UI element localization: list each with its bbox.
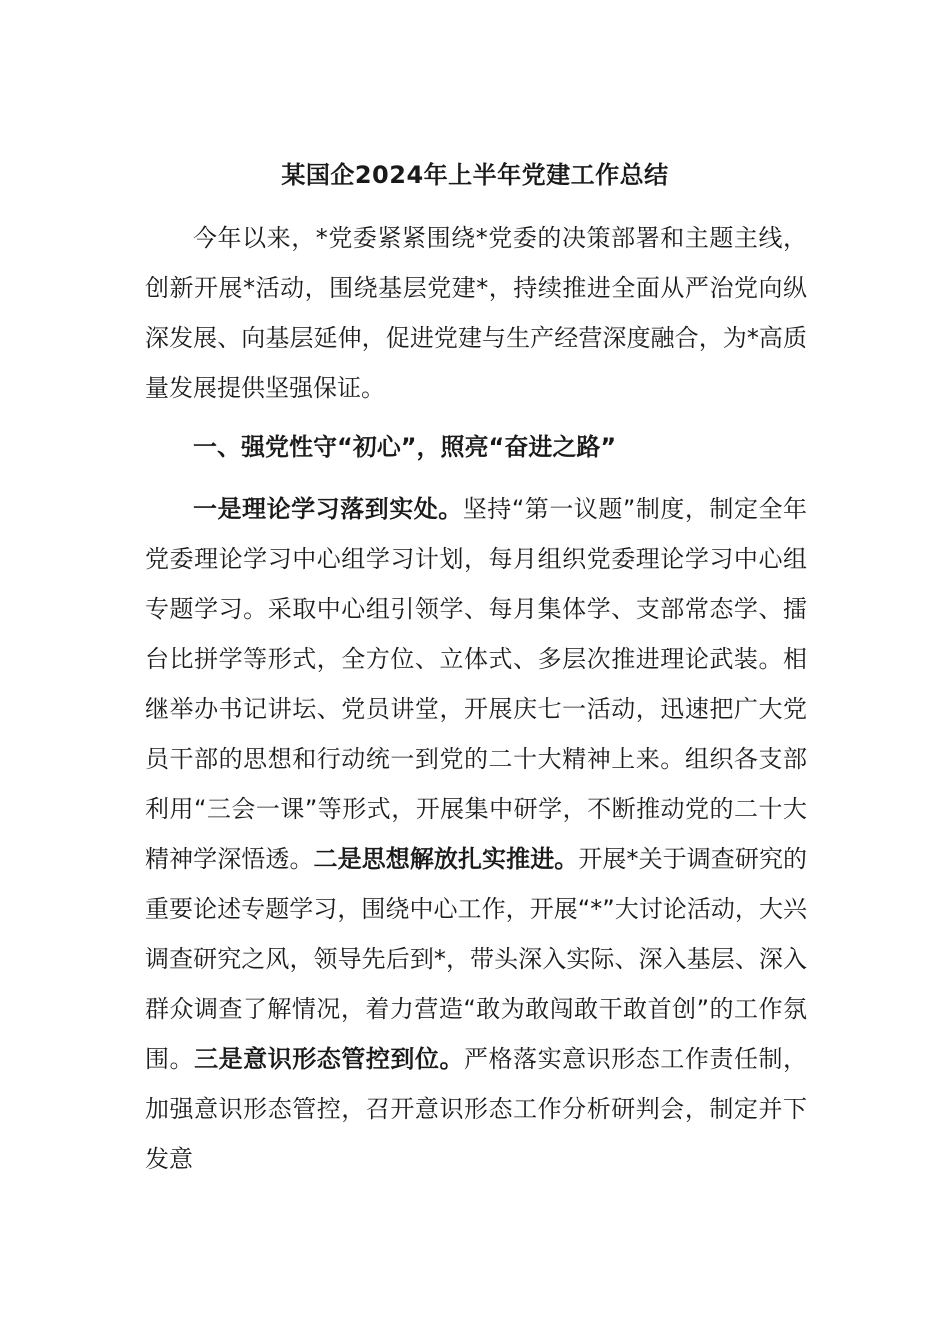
intro-paragraph: 今年以来，*党委紧紧围绕*党委的决策部署和主题主线，创新开展*活动，围绕基层党建*，持续推进全面从严治党向纵深发展、向基层延伸，促进党建与生产经营深度融合，为*高质量发展提供坚强保证。 xyxy=(145,224,807,402)
point-3-text: 严格落实意识形态工作责任制，加强意识形态管控，召开意识形态工作分析研判会，制定并下发意 xyxy=(145,1045,808,1173)
section-heading-1: 一、强党性守“初心”，照亮“奋进之路” xyxy=(193,433,617,461)
point-1-heading: 一是理论学习落到实处。 xyxy=(193,495,463,523)
document-title: 某国企2024年上半年党建工作总结 xyxy=(281,161,669,189)
point-1-text: 坚持“第一议题”制度，制定全年党委理论学习中心组学习计划，每月组织党委理论学习中心组专题学习。采取中心组引领学、每月集体学、支部常态学、擂台比拼学等形式，全方位、立体式、多层次推进理论武装。相继举办书记讲坛、党员讲堂，开展庆七一活动，迅速把广大党员干部的思想和行动统一到党的二十大精神上来。组织各支部利用“三会一课”等形式，开展集中研学，不断推动党的二十大精神学深悟透。 xyxy=(145,495,807,873)
section-1-paragraph xyxy=(145,484,807,1184)
point-2-heading: 二是思想解放扎实推进。 xyxy=(313,845,579,873)
point-3-heading: 三是意识形态管控到位。 xyxy=(194,1045,465,1073)
point-2-text: 开展*关于调查研究的重要论述专题学习，围绕中心工作，开展“*”大讨论活动，大兴调查研究之风，领导先后到*，带头深入实际、深入基层、深入群众调查了解情况，着力营造“敢为敢闯敢干敢首创”的工作氛围。 xyxy=(145,845,808,1073)
